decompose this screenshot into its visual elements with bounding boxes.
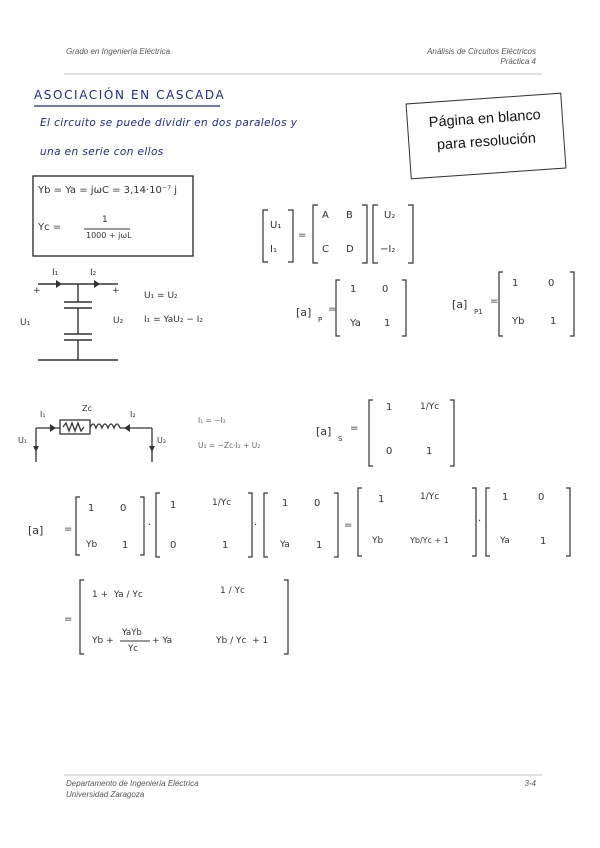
product-lhs: [a]: [28, 524, 44, 537]
matrix-p-10: Ya: [350, 318, 361, 329]
result-a21-right: + Ya: [152, 636, 173, 646]
page-title: ASOCIACIÓN EN CASCADA: [34, 88, 226, 102]
prod-m3-11: 1: [316, 540, 323, 551]
shunt-circuit-wires: [38, 284, 118, 360]
product-dot-3: ·: [478, 516, 482, 527]
shunt-eq-0: U₁ = U₂: [144, 291, 178, 301]
series-u1: U₁: [18, 436, 28, 445]
matrix-s-equals: =: [350, 423, 359, 434]
prod-m5-11: 1: [540, 536, 547, 547]
matrix-s-10: 0: [386, 446, 393, 457]
box-yc-left: Yc =: [38, 222, 62, 233]
prod-m4-10: Yb: [372, 536, 384, 546]
eq-m-00: A: [322, 210, 329, 221]
prod-m3-00: 1: [282, 498, 289, 509]
header-right-line1: Análisis de Circuitos Eléctricos: [427, 47, 536, 56]
result-a21-num: YaYb: [122, 628, 142, 638]
matrix-p-sub: P: [318, 316, 323, 324]
series-eq-0: I₁ = −I₂: [198, 416, 226, 425]
eq-lhs-0: U₁: [270, 220, 282, 231]
intro-line2: una en serie con ellos: [40, 146, 164, 158]
matrix-p-01: 0: [382, 284, 389, 295]
prod-m1-11: 1: [122, 540, 129, 551]
series-i1: I₁: [40, 410, 46, 419]
prod-m4-11: Yb/Yc + 1: [410, 536, 449, 545]
eq-lhs-1: I₁: [270, 244, 277, 255]
prod-m5-10: Ya: [500, 536, 510, 546]
footer-line2: Universidad Zaragoza: [66, 790, 145, 799]
matrix-p1-01: 0: [548, 278, 555, 289]
eq-equals: =: [298, 230, 307, 241]
shunt-u1: U₁: [20, 318, 31, 328]
prod-m3-01: 0: [314, 498, 321, 509]
intro-line1: El circuito se puede dividir en dos paralelos y: [40, 117, 298, 129]
eq-rhs-0: U₂: [384, 210, 396, 221]
series-i2: I₂: [130, 410, 136, 419]
prod-m3-10: Ya: [280, 540, 290, 550]
matrix-s-11: 1: [426, 446, 433, 457]
prod-m2-10: 0: [170, 540, 177, 551]
shunt-eq-1: I₁ = YaU₂ − I₂: [144, 315, 204, 325]
matrix-p1-00: 1: [512, 278, 519, 289]
eq-rhs-1: −I₂: [380, 244, 396, 255]
matrix-p-11: 1: [384, 318, 391, 329]
eq-m-01: B: [346, 210, 353, 221]
prod-m1-00: 1: [88, 503, 95, 514]
matrix-s-brackets: [369, 400, 454, 466]
prod-m4-00: 1: [378, 494, 385, 505]
prod-m1-10: Yb: [86, 540, 98, 550]
series-eq-1: U₁ = −Zc·I₂ + U₂: [198, 441, 261, 450]
blank-page-stamp: [406, 93, 567, 180]
eq-m-10: C: [322, 244, 329, 255]
result-a21-den: Yc: [128, 644, 138, 654]
footer-page: 3-4: [524, 779, 536, 788]
matrix-s-label: [a]: [316, 425, 332, 438]
shunt-plus2: +: [112, 286, 120, 296]
result-a11: 1 + Ya / Yc: [92, 590, 143, 600]
prod-m2-11: 1: [222, 540, 229, 551]
stamp-line1: Página en blanco: [428, 107, 542, 131]
product-equals-2: =: [344, 520, 353, 531]
prod-m5-01: 0: [538, 492, 545, 503]
result-equals: =: [64, 614, 73, 625]
product-dot-2: ·: [254, 520, 258, 531]
header-right-line2: Práctica 4: [500, 57, 536, 66]
result-a21-left: Yb +: [92, 636, 114, 646]
shunt-u2: U₂: [113, 316, 124, 326]
matrix-p1-label: [a]: [452, 298, 468, 311]
matrix-p-00: 1: [350, 284, 357, 295]
matrix-p1-10: Yb: [512, 316, 525, 327]
prod-m1-01: 0: [120, 503, 127, 514]
series-u2: U₂: [157, 436, 167, 445]
prod-m4-01: 1/Yc: [420, 492, 440, 502]
matrix-p1-equals: =: [490, 296, 499, 307]
matrix-s-01: 1/Yc: [420, 402, 440, 412]
prod-m2-00: 1: [170, 500, 177, 511]
result-a22: Yb / Yc + 1: [216, 636, 269, 646]
header-left: Grado en Ingeniería Eléctrica: [66, 47, 171, 56]
box-frac-den: 1000 + jωL: [86, 231, 132, 240]
eq-m-11: D: [346, 244, 354, 255]
series-zc-label: Zc: [82, 404, 92, 413]
prod-m2-01: 1/Yc: [212, 498, 232, 508]
prod-m5-00: 1: [502, 492, 509, 503]
shunt-i1: I₁: [52, 268, 59, 278]
product-dot-1: ·: [148, 520, 152, 531]
box-frac-num: 1: [102, 215, 108, 225]
result-a12: 1 / Yc: [220, 586, 245, 596]
box-line1: Yb = Ya = jωC = 3,14·10⁻⁷ j: [38, 185, 178, 196]
footer-line1: Departamento de Ingeniería Eléctrica: [66, 779, 199, 788]
stamp-line2: para resolución: [436, 130, 537, 154]
matrix-p-equals: =: [328, 304, 337, 315]
shunt-i2: I₂: [90, 268, 97, 278]
matrix-p1-sub: P1: [474, 308, 483, 316]
matrix-s-sub: S: [338, 435, 343, 443]
matrix-s-00: 1: [386, 402, 393, 413]
shunt-plus1: +: [33, 286, 41, 296]
matrix-p1-11: 1: [550, 316, 557, 327]
matrix-p-label: [a]: [296, 306, 312, 319]
product-equals: =: [64, 524, 73, 535]
